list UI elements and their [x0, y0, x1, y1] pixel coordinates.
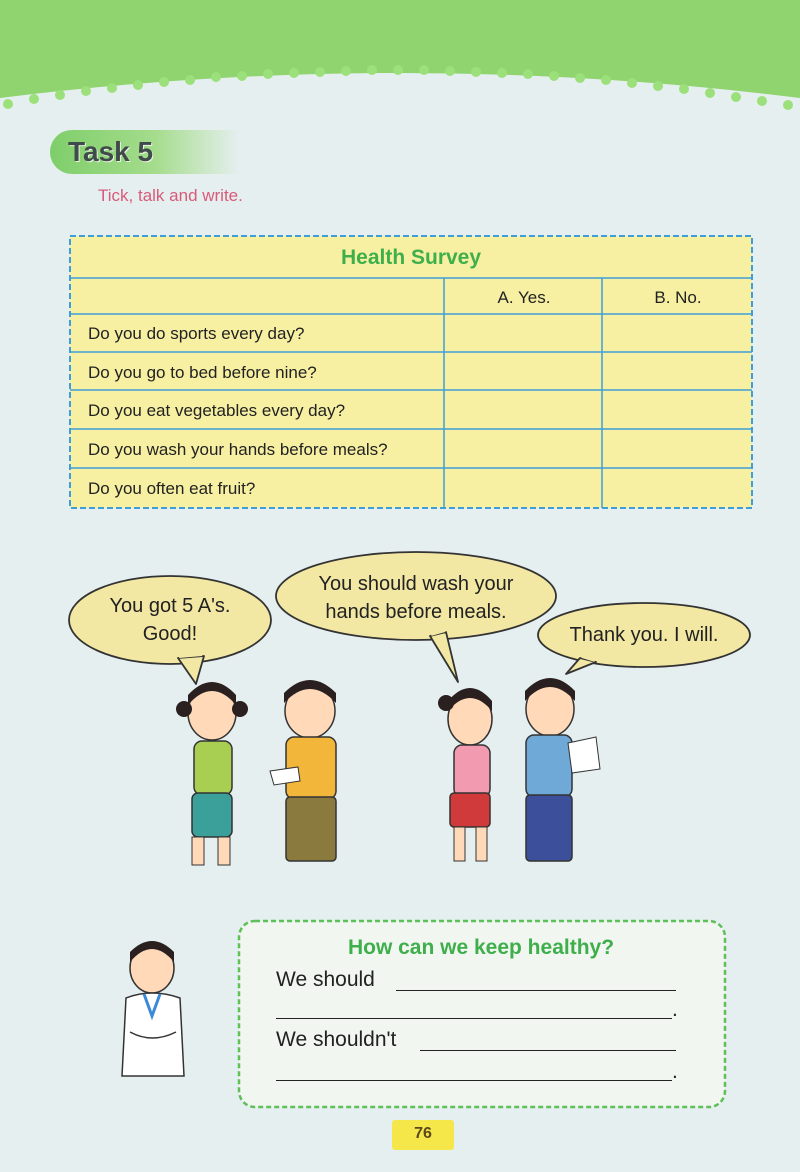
bubble-2-line-2: hands before meals. — [325, 601, 507, 623]
we-shouldnt-label: We shouldn't — [276, 1028, 397, 1051]
column-header-yes: A. Yes. — [497, 288, 551, 307]
girl-figure-1 — [176, 682, 248, 865]
header-band — [0, 0, 800, 120]
we-should-continuation-line[interactable] — [276, 1006, 672, 1019]
answer-cell-no[interactable] — [604, 470, 750, 506]
answer-cell-no[interactable] — [604, 354, 750, 388]
task-label — [50, 130, 240, 174]
we-should-label: We should — [276, 968, 375, 991]
survey-title: Health Survey — [340, 246, 482, 269]
answer-cell-yes[interactable] — [446, 470, 600, 506]
boy-figure-1 — [270, 680, 336, 861]
page-number: 76 — [414, 1125, 432, 1142]
survey-question: Do you do sports every day? — [88, 324, 305, 343]
answer-cell-no[interactable] — [604, 316, 750, 350]
survey-question: Do you wash your hands before meals? — [88, 440, 388, 459]
bubble-1-line-2: Good! — [142, 623, 198, 645]
we-shouldnt-answer-line[interactable] — [420, 1038, 676, 1051]
answer-cell-no[interactable] — [604, 392, 750, 427]
girl-figure-2 — [438, 688, 492, 861]
doctor-illustration — [114, 936, 194, 1086]
answer-cell-no[interactable] — [604, 431, 750, 466]
bubble-2-line-1: You should wash your — [318, 573, 514, 595]
boy-figure-2 — [525, 678, 600, 861]
column-header-no: B. No. — [654, 288, 702, 307]
survey-question: Do you eat vegetables every day? — [88, 401, 346, 420]
answer-cell-yes[interactable] — [446, 354, 600, 388]
page-number-badge — [392, 1120, 454, 1150]
task-title: Task 5 — [68, 136, 154, 167]
survey-question: Do you often eat fruit? — [88, 479, 256, 498]
health-survey-table — [66, 232, 756, 512]
answer-cell-yes[interactable] — [446, 316, 600, 350]
period-mark: . — [672, 1060, 678, 1083]
writing-box-title: How can we keep healthy? — [347, 936, 615, 959]
header-wave — [0, 0, 800, 98]
answer-cell-yes[interactable] — [446, 392, 600, 427]
period-mark: . — [672, 998, 678, 1021]
bubble-1-line-1: You got 5 A's. — [109, 595, 231, 617]
we-shouldnt-continuation-line[interactable] — [276, 1068, 672, 1081]
instruction-text: Tick, talk and write. — [98, 186, 243, 205]
we-should-answer-line[interactable] — [396, 978, 676, 991]
answer-cell-yes[interactable] — [446, 431, 600, 466]
survey-question: Do you go to bed before nine? — [88, 363, 317, 382]
children-illustration — [170, 675, 630, 875]
bubble-3-line-1: Thank you. I will. — [569, 624, 719, 646]
